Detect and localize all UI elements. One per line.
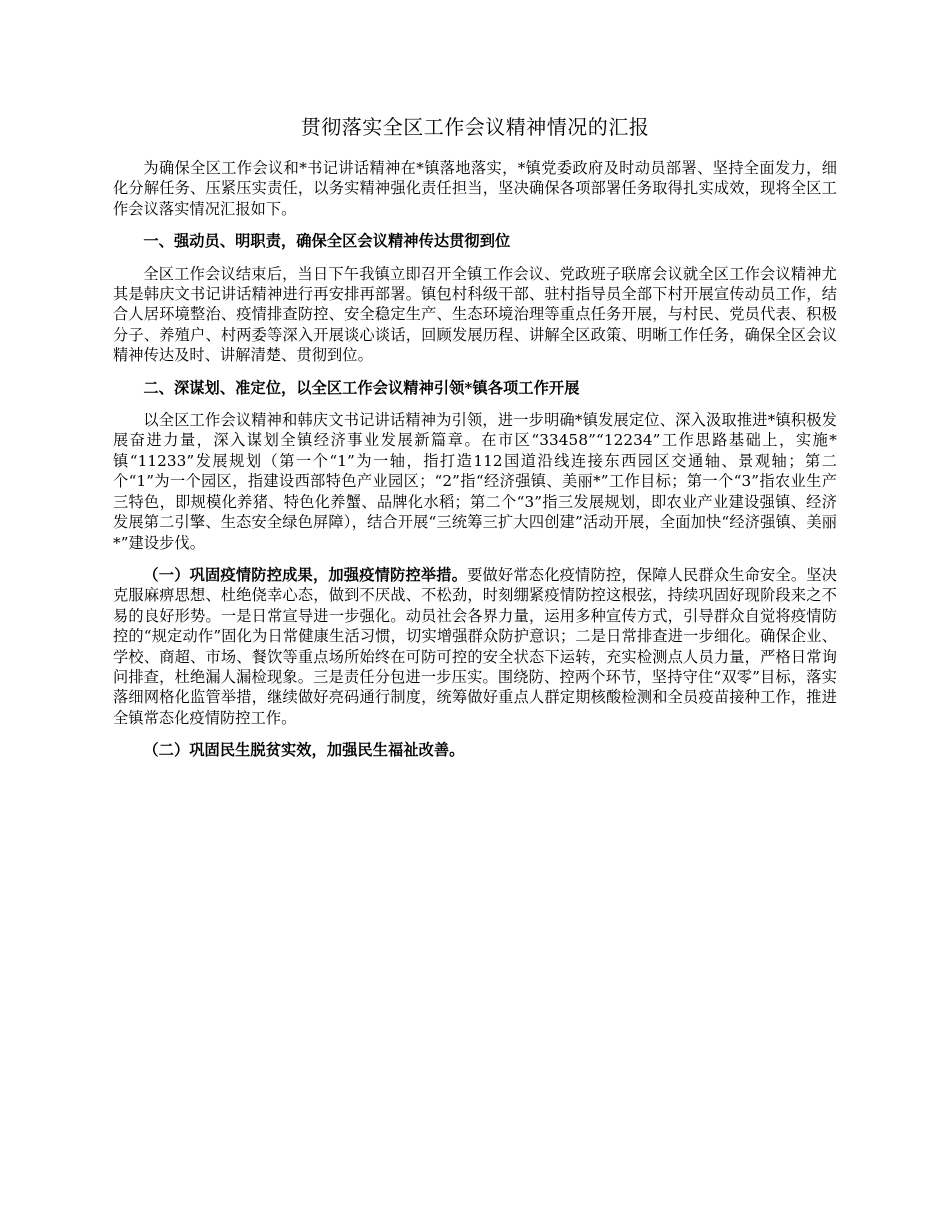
section-2-paragraph: 以全区工作会议精神和韩庆文书记讲话精神为引领，进一步明确*镇发展定位、深入汲取推进*镇积极发展奋进力量，深入谋划全镇经济事业发展新篇章。在市区“33458”“12234”工作思路基础上，实施*镇“11233”发展规划（第一个“1”为一轴，指打造112国道沿线连接东西园区交通轴、景观轴；第二个“1”为一个园区，指建设西部特色产业园区；“2”指“经济强镇、美丽*”工作目标；第一个“3”指农业生产三特色，即规模化养猪、特色化养蟹、品牌化水稻；第二个“3”指三发展规划，即农业产业建设强镇、经济发展第二引擎、生态安全绿色屏障），结合开展“三统筹三扩大四创建”活动开展，全面加快“经济强镇、美丽*”建设步伐。	[113, 411, 837, 552]
subsection-1-title: （一）巩固疫情防控成果，加强疫情防控举措。	[143, 565, 468, 584]
subsection-1-paragraph	[113, 565, 837, 728]
section-2-heading: 二、深谋划、准定位，以全区工作会议精神引领*镇各项工作开展	[143, 378, 580, 397]
subsection-2-title: （二）巩固民生脱贫实效，加强民生福祉改善。	[143, 741, 465, 760]
document-title: 贯彻落实全区工作会议精神情况的汇报	[300, 115, 650, 139]
section-1-heading: 一、强动员、明职责，确保全区会议精神传达贯彻到位	[143, 232, 511, 251]
document-page	[113, 112, 837, 773]
subsection-1-body: 要做好常态化疫情防控，保障人民群众生命安全。坚决克服麻痹思想、杜绝侥幸心态，做到不厌战、不松劲，时刻绷紧疫情防控这根弦，持续巩固好现阶段来之不易的良好形势。一是日常宣导进一步强化。动员社会各界力量，运用多种宣传方式，引导群众自觉将疫情防控的“规定动作”固化为日常健康生活习惯，切实增强群众防护意识；二是日常排查进一步细化。确保企业、学校、商超、市场、餐饮等重点场所始终在可防可控的安全状态下运转，充实检测点人员力量，严格日常询问排查，杜绝漏人漏检现象。三是责任分包进一步压实。围绕防、控两个环节，坚持守住“双零”目标，落实落细网格化监管举措，继续做好亮码通行制度，统筹做好重点人群定期核酸检测和全员疫苗接种工作，推进全镇常态化疫情防控工作。	[113, 565, 837, 727]
section-1-paragraph: 全区工作会议结束后，当日下午我镇立即召开全镇工作会议、党政班子联席会议就全区工作会议精神尤其是韩庆文书记讲话精神进行再安排再部署。镇包村科级干部、驻村指导员全部下村开展宣传动员工作，结合人居环境整治、疫情排查防控、安全稳定生产、生态环境治理等重点任务开展，与村民、党员代表、积极分子、养殖户、村两委等深入开展谈心谈话，回顾发展历程、讲解全区政策、明晰工作任务，确保全区会议精神传达及时、讲解清楚、贯彻到位。	[113, 264, 837, 365]
intro-paragraph: 为确保全区工作会议和*书记讲话精神在*镇落地落实，*镇党委政府及时动员部署、坚持全面发力，细化分解任务、压紧压实责任，以务实精神强化责任担当，坚决确保各项部署任务取得扎实成效，现将全区工作会议落实情况汇报如下。	[113, 159, 837, 218]
